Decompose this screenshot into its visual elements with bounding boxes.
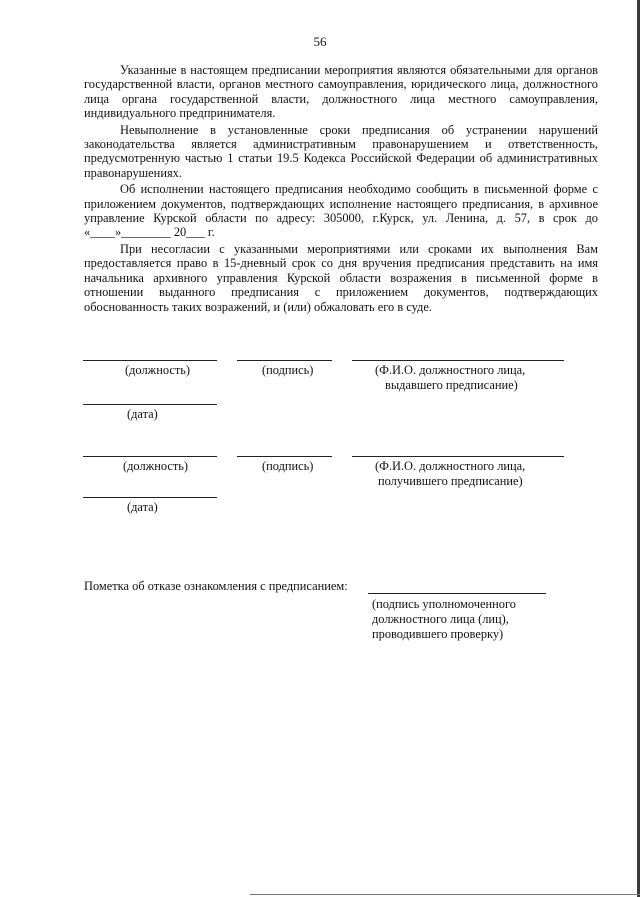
paragraph-liability: Невыполнение в установленные сроки предписания об устранении нарушений законодательства является административным правонарушением и ответственность, предусмотренную частью 1 статьи 19.5 Кодекса Российской Федерации об административных правонарушениях. — [84, 122, 598, 180]
position-line-2 — [83, 456, 217, 457]
document-body — [84, 63, 598, 316]
paragraph-report: Об исполнении настоящего предписания необходимо сообщить в письменной форме с приложением документов, подтверждающих исполнение настоящего предписания, в архивное управление Курской области по адресу: 305000, г.Курск, ул. Ленина, д. 57, в срок до «____»________ 20___ г. — [84, 182, 598, 240]
refusal-caption-line2: должностного лица (лиц), — [372, 612, 509, 626]
position-caption-2: (должность) — [123, 459, 189, 473]
name-caption-1-line1: (Ф.И.О. должностного лица, — [375, 363, 526, 377]
date-line-2 — [83, 497, 217, 498]
signature-caption-2: (подпись) — [262, 459, 314, 473]
refusal-signature-line — [368, 593, 546, 594]
refusal-label: Пометка об отказе ознакомления с предписанием: — [84, 579, 348, 593]
paragraph-objection: При несогласии с указанными мероприятиями или сроками их выполнения Вам предоставляется право в 15-дневный срок со дня вручения предписания представить на имя начальника архивного управления Курской области возражения в письменной форме в отношении выданного предписания с приложением документов, подтверждающих обоснованность таких возражений, и (или) обжаловать его в суде. — [84, 241, 598, 314]
position-line-1 — [83, 360, 217, 361]
paragraph-obligatory: Указанные в настоящем предписании мероприятия являются обязательными для органов государственной власти, органов местного самоуправления, юридического лица, должностного лица органа государственной власти, должностного лица местного самоуправления, индивидуального предпринимателя. — [84, 63, 598, 121]
refusal-caption-line1: (подпись уполномоченного — [372, 597, 516, 611]
refusal-caption-line3: проводившего проверку) — [372, 627, 504, 641]
signature-caption-1: (подпись) — [262, 363, 314, 377]
signature-line-2 — [237, 456, 332, 457]
position-caption-1: (должность) — [125, 363, 191, 377]
name-line-2 — [352, 456, 564, 457]
name-caption-2-line2: получившего предписание) — [378, 474, 523, 488]
name-caption-2-line1: (Ф.И.О. должностного лица, — [375, 459, 526, 473]
signature-line-1 — [237, 360, 332, 361]
name-line-1 — [352, 360, 564, 361]
date-caption-2: (дата) — [127, 500, 158, 514]
scan-edge-bottom — [250, 894, 640, 895]
date-line-1 — [83, 404, 217, 405]
date-caption-1: (дата) — [127, 407, 158, 421]
page-number: 56 — [313, 34, 327, 49]
name-caption-1-line2: выдавшего предписание) — [385, 378, 518, 392]
